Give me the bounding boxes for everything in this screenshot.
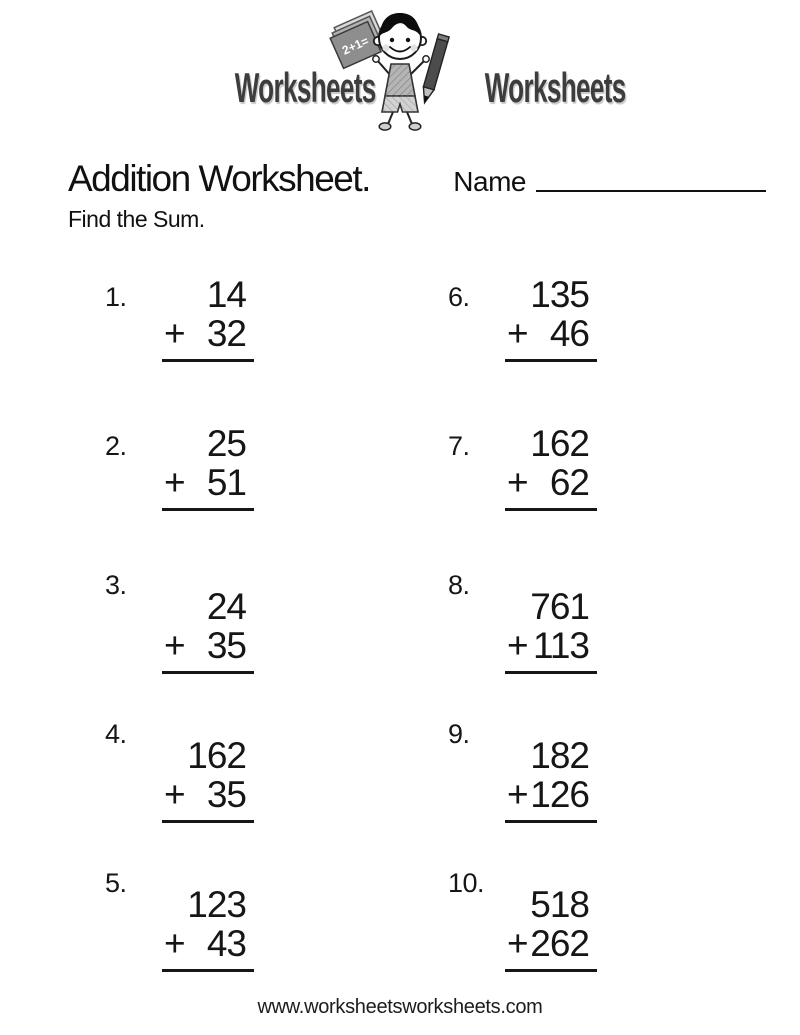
problem-5	[105, 868, 448, 1017]
plus-sign: +	[507, 624, 528, 666]
problem-body	[162, 421, 254, 570]
problem-number: 2.	[105, 431, 127, 461]
first-addend: 123	[187, 884, 246, 925]
problem-number: 6.	[448, 282, 470, 312]
second-addend-row	[162, 773, 254, 823]
plus-sign: +	[507, 773, 528, 815]
problem-body	[505, 272, 597, 421]
left-hand	[373, 56, 379, 62]
instructions: Find the Sum.	[68, 206, 205, 232]
left-cheek	[382, 44, 389, 51]
name-blank-line[interactable]	[536, 190, 766, 192]
second-addend: 113	[533, 624, 589, 666]
overalls	[385, 64, 415, 96]
problem-body	[505, 421, 597, 570]
problem-number: 8.	[448, 570, 470, 600]
second-addend: 46	[549, 312, 589, 354]
page-title: Addition Worksheet.	[68, 158, 370, 199]
plus-sign: +	[164, 312, 185, 354]
problem-body	[505, 719, 597, 868]
problem-1	[105, 272, 448, 421]
problems-grid	[105, 272, 791, 1017]
problem-body	[162, 868, 254, 1017]
problem-8	[448, 570, 791, 719]
second-addend: 35	[206, 773, 246, 815]
second-addend: 62	[549, 461, 589, 503]
right-shoe	[409, 123, 421, 130]
problem-number: 7.	[448, 431, 470, 461]
plus-sign: +	[507, 922, 528, 964]
problems-column-left	[105, 272, 448, 1017]
problem-6	[448, 272, 791, 421]
name-label: Name	[453, 166, 526, 197]
title-row	[68, 158, 766, 200]
first-addend: 518	[530, 884, 589, 925]
problem-body	[505, 868, 597, 1017]
problem-number: 4.	[105, 719, 127, 749]
problem-10	[448, 868, 791, 1017]
left-shoe	[379, 123, 391, 130]
problem-body	[162, 272, 254, 421]
book-cover-text: 2+1=	[339, 33, 371, 58]
problem-body	[162, 719, 254, 868]
logo-word-left: Worksheets	[234, 64, 376, 111]
right-cheek	[410, 44, 417, 51]
problem-body	[162, 570, 254, 719]
first-addend: 24	[206, 586, 246, 627]
plus-sign: +	[507, 461, 528, 503]
second-addend-row	[505, 624, 597, 674]
second-addend-row	[162, 312, 254, 362]
first-addend: 761	[530, 586, 589, 627]
name-field	[453, 166, 766, 200]
second-addend-row	[505, 461, 597, 511]
problem-number: 1.	[105, 282, 127, 312]
second-addend: 43	[206, 922, 246, 964]
problem-7	[448, 421, 791, 570]
second-addend-row	[162, 624, 254, 674]
second-addend-row	[162, 461, 254, 511]
logo	[0, 8, 800, 138]
first-addend: 25	[206, 423, 246, 464]
second-addend: 35	[206, 624, 246, 666]
problem-4	[105, 719, 448, 868]
right-hand	[423, 56, 429, 62]
left-eye	[390, 38, 394, 42]
second-addend-row	[162, 922, 254, 972]
second-addend: 32	[206, 312, 246, 354]
plus-sign: +	[164, 461, 185, 503]
second-addend-row	[505, 773, 597, 823]
problem-body	[505, 570, 597, 719]
second-addend-row	[505, 922, 597, 972]
problem-number: 5.	[105, 868, 127, 898]
first-addend: 182	[530, 735, 589, 776]
first-addend: 162	[530, 423, 589, 464]
first-addend: 135	[530, 274, 589, 315]
problem-number: 3.	[105, 570, 127, 600]
second-addend: 51	[206, 461, 246, 503]
plus-sign: +	[164, 773, 185, 815]
problem-number: 9.	[448, 719, 470, 749]
footer-url: www.worksheetsworksheets.com	[257, 996, 543, 1018]
problem-number: 10.	[448, 868, 485, 898]
second-addend-row	[505, 312, 597, 362]
second-addend: 262	[530, 922, 589, 964]
first-addend: 162	[187, 735, 246, 776]
problem-9	[448, 719, 791, 868]
right-eye	[406, 38, 410, 42]
left-leg	[388, 112, 393, 124]
plus-sign: +	[507, 312, 528, 354]
problem-2	[105, 421, 448, 570]
logo-word-right: Worksheets	[484, 64, 626, 111]
plus-sign: +	[164, 624, 185, 666]
second-addend: 126	[530, 773, 589, 815]
shorts	[382, 96, 418, 112]
problems-column-right	[448, 272, 791, 1017]
plus-sign: +	[164, 922, 185, 964]
first-addend: 14	[206, 274, 246, 315]
problem-3	[105, 570, 448, 719]
right-leg	[407, 112, 412, 124]
